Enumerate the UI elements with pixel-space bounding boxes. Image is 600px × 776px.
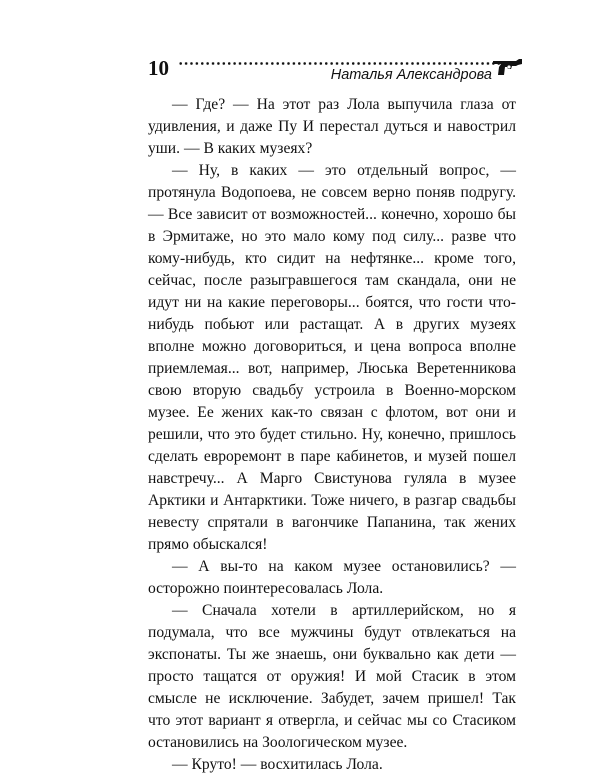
pistol-icon bbox=[492, 56, 524, 76]
body-text bbox=[148, 94, 516, 776]
paragraph: — Сначала хотели в артиллерийском, но я подумала, что все мужчины будут отвлекаться на экспонаты. Ты же знаешь, они буквально как дети — просто тащатся от оружия! И мой Стасик в этом смысле не исключение. Забудет, зачем пришел! Так что этот вариант я отвергла, и сейчас мы со Стасиком остановились на Зоологическом музее. bbox=[148, 602, 516, 751]
dotted-rule bbox=[178, 62, 503, 65]
page-number: 10 bbox=[148, 56, 169, 80]
author-name: Наталья Александрова bbox=[330, 67, 492, 83]
paragraph: — Где? — На этот раз Лола выпучила глаза от удивления, и даже Пу И перестал дуться и навострил уши. — В каких музеях? bbox=[148, 96, 516, 157]
running-header bbox=[148, 52, 516, 86]
paragraph: — Ну, в каких — это отдельный вопрос, — протянула Водопоева, не совсем верно поняв подругу. — Все зависит от возможностей... конечно, хорошо бы в Эрмитаже, но это мало кому под силу... разве что кому-нибудь, кто сидит на нефтянке... кроме того, сейчас, после разыгравшегося там скандала, они не идут ни на какие переговоры... боятся, что гости что-нибудь побьют или растащат. А в других музеях вполне можно договориться, и цена вопроса вполне приемлемая... вот, например, Люська Веретенникова свою вторую свадьбу устроила в Военно-морском музее. Ее жених как-то связан с флотом, вот они и решили, что это будет стильно. Ну, конечно, пришлось сделать евроремонт в паре кабинетов, и музей пошел навстречу... А Марго Свистунова гуляла в музее Арктики и Антарктики. Тоже ничего, в разгар свадьбы невесту спрятали в вагончике Папанина, так жених прямо обыскался! bbox=[148, 162, 516, 553]
paragraph: — А вы-то на каком музее остановились? — осторожно поинтересовалась Лола. bbox=[148, 558, 516, 597]
paragraph: — Круто! — восхитилась Лола. bbox=[172, 756, 383, 773]
